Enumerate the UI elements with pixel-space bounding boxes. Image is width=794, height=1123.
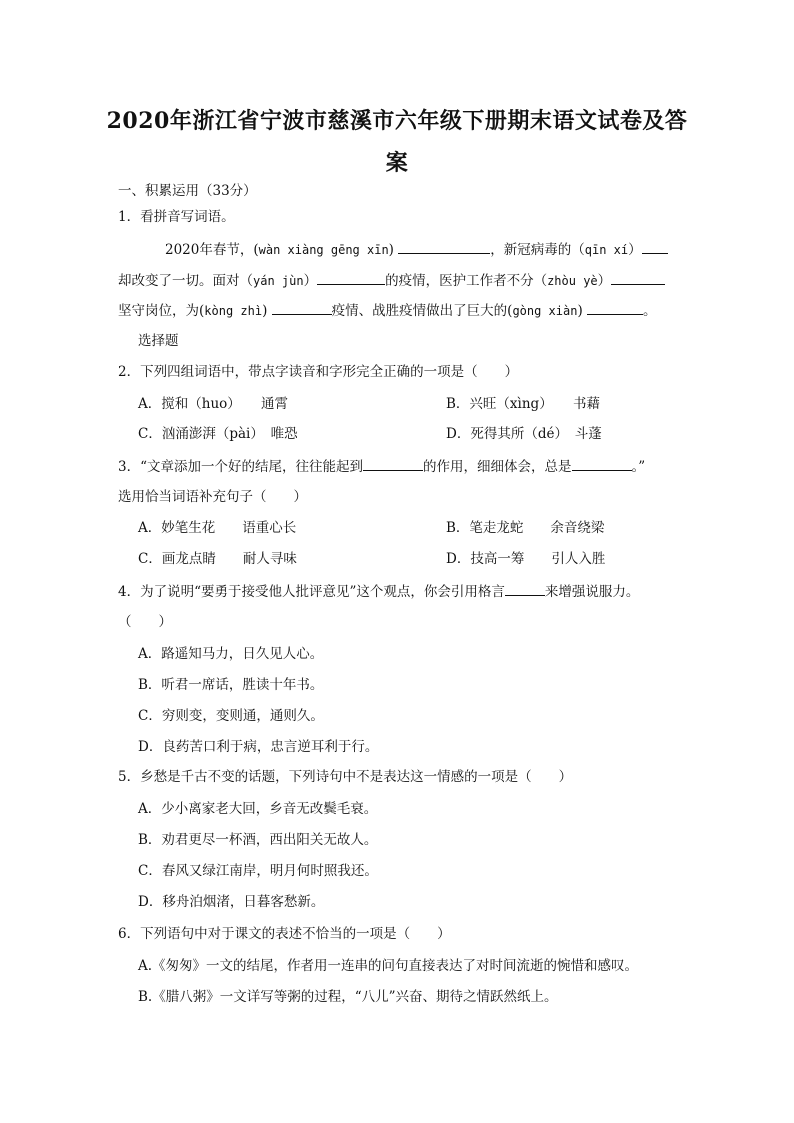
q1-pinyin: zhòu yè: [547, 274, 598, 288]
question-3-option-a[interactable]: A．妙笔生花 语重心长: [138, 520, 297, 536]
q1-pinyin: kòng zhì: [204, 304, 263, 318]
q1-answer-blank[interactable]: [317, 270, 385, 285]
q1-text: 坚守岗位，为(: [118, 303, 205, 319]
q1-pinyin: wàn xiàng gēng xīn: [258, 243, 389, 257]
question-3-option-c[interactable]: C．画龙点睛 耐人寻味: [138, 551, 297, 567]
q1-pinyin: gòng xiàn: [512, 304, 578, 318]
q1-text: ): [577, 303, 583, 319]
q1-answer-blank[interactable]: [611, 270, 665, 285]
q1-text: ): [388, 242, 394, 258]
q1-text: ）: [303, 273, 318, 289]
question-3-stem: [118, 456, 645, 477]
exam-title-line1: 2020年浙江省宁波市慈溪市六年级下册期末语文试卷及答: [106, 108, 688, 134]
section-heading-accumulation: 一、积累运用（33分）: [118, 183, 257, 199]
question-4-stem-line2: （ ）: [118, 614, 172, 630]
exam-title-line2: 案: [385, 150, 409, 176]
q1-text: ）: [628, 242, 642, 258]
q1-text: 。: [643, 303, 657, 319]
q1-answer-blank[interactable]: [587, 300, 643, 315]
section-heading-choice: 选择题: [138, 333, 179, 349]
q1-text: 却改变了一切。面对（: [118, 273, 253, 289]
q4-text: 来增强说服力。: [544, 584, 640, 600]
question-2-option-a[interactable]: A．搅和（huo） 通霄: [138, 396, 289, 412]
q1-text: 的疫情，医护工作者不分（: [385, 273, 548, 289]
q1-text: 疫情、战胜疫情做出了巨大的(: [331, 303, 513, 319]
question-4-option-a[interactable]: A．路遥知马力，日久见人心。: [138, 646, 324, 662]
q4-answer-blank[interactable]: [505, 581, 545, 596]
question-6-option-a[interactable]: A.《匆匆》一文的结尾，作者用一连串的问句直接表达了对时间流逝的惋惜和感叹。: [138, 958, 639, 974]
question-2-option-c[interactable]: C．汹涌澎湃（pài） 唯恐: [138, 426, 298, 442]
question-6-stem: 6．下列语句中对于课文的表述不恰当的一项是（ ）: [118, 926, 451, 942]
q1-pinyin: qīn xí: [584, 243, 629, 257]
q1-text: ): [262, 303, 268, 319]
question-2-stem: 2．下列四组词语中，带点字读音和字形完全正确的一项是（ ）: [118, 364, 519, 380]
question-5-option-d[interactable]: D．移舟泊烟渚，日暮客愁新。: [138, 894, 325, 910]
question-1-line2: [118, 270, 665, 291]
question-2-option-b[interactable]: B．兴旺（xìng） 书藉: [446, 396, 600, 412]
q4-text: 4．为了说明“要勇于接受他人批评意见”这个观点，你会引用格言: [118, 584, 505, 600]
question-3-option-b[interactable]: B．笔走龙蛇 余音绕梁: [446, 520, 605, 536]
q3-text: 的作用，细细体会，总是: [423, 459, 572, 475]
q1-answer-blank[interactable]: [398, 239, 490, 254]
q3-answer-blank[interactable]: [572, 456, 632, 471]
question-4-stem: [118, 581, 639, 602]
question-3-option-d[interactable]: D．技高一筹 引人入胜: [446, 551, 606, 567]
q3-text: 3．“文章添加一个好的结尾，往往能起到: [118, 459, 363, 475]
q1-text: ）: [597, 273, 612, 289]
question-3-stem-line2: 选用恰当词语补充句子（ ）: [118, 489, 307, 505]
q3-answer-blank[interactable]: [363, 456, 423, 471]
question-1-stem: 1．看拼音写词语。: [118, 209, 235, 225]
question-5-stem: 5．乡愁是千古不变的话题，下列诗句中不是表达这一情感的一项是（ ）: [118, 769, 573, 785]
question-5-option-a[interactable]: A．少小离家老大回，乡音无改鬓毛衰。: [138, 801, 378, 817]
question-4-option-c[interactable]: C．穷则变，变则通，通则久。: [138, 708, 324, 724]
question-5-option-b[interactable]: B．劝君更尽一杯酒，西出阳关无故人。: [138, 832, 378, 848]
q1-pinyin: yán jùn: [253, 274, 304, 288]
question-2-option-d[interactable]: D．死得其所（dé） 斗蓬: [446, 426, 602, 442]
q1-text: 2020年春节，(: [165, 242, 259, 258]
q3-text: 。”: [631, 459, 646, 475]
question-6-option-b[interactable]: B.《腊八粥》一文详写等粥的过程，“八儿”兴奋、期待之情跃然纸上。: [138, 989, 558, 1005]
question-1-line3: [118, 300, 657, 321]
question-4-option-b[interactable]: B．听君一席话，胜读十年书。: [138, 677, 324, 693]
q1-answer-blank[interactable]: [642, 239, 668, 254]
question-5-option-c[interactable]: C．春风又绿江南岸，明月何时照我还。: [138, 863, 378, 879]
question-1-line1: [165, 239, 668, 260]
q1-text: ，新冠病毒的（: [490, 242, 585, 258]
q1-answer-blank[interactable]: [272, 300, 332, 315]
question-4-option-d[interactable]: D．良药苦口利于病，忠言逆耳利于行。: [138, 739, 379, 755]
